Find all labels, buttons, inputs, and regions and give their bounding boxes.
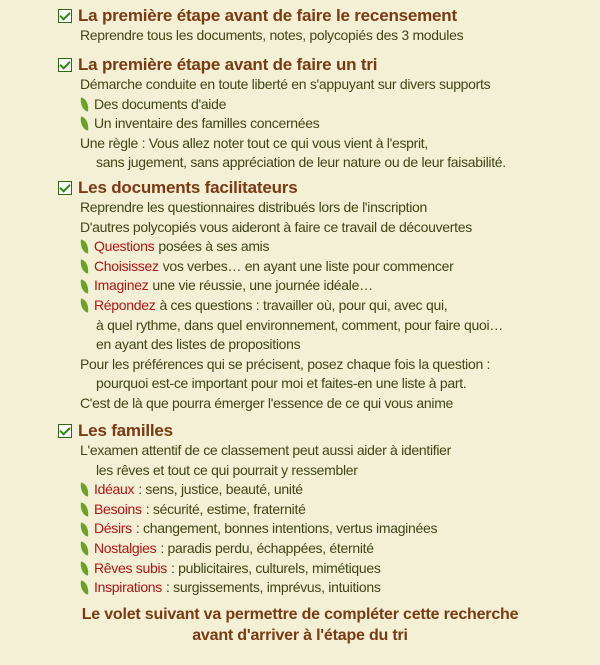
text-line: Reprendre les questionnaires distribués lors de l'inscription	[80, 199, 428, 215]
section-recensement	[58, 6, 588, 46]
text-line: les rêves et tout ce qui pourrait y ressembler	[96, 461, 358, 478]
leaf-icon	[79, 581, 90, 595]
list-item: Répondez à ces questions : travailler où, pour qui, avec qui,	[58, 296, 588, 316]
leaf-icon	[79, 542, 90, 556]
leaf-icon	[79, 279, 90, 293]
section-heading: Les documents facilitateurs	[58, 178, 588, 198]
list-item: Imaginez une vie réussie, une journée idéale…	[58, 276, 588, 296]
checkbox-icon	[58, 58, 72, 72]
text-line: en ayant des listes de propositions	[96, 336, 301, 353]
text-line: à quel rythme, dans quel environnement, comment, pour faire quoi…	[96, 316, 503, 333]
section-heading: La première étape avant de faire le recensement	[58, 6, 588, 26]
list-item: Inspirations : surgissements, imprévus, intuitions	[58, 578, 588, 598]
section-heading: Les familles	[58, 421, 588, 441]
text-line: Une règle : Vous allez noter tout ce qui vous vient à l'esprit,	[80, 134, 428, 151]
leaf-icon	[79, 299, 90, 313]
list-item: Choisissez vos verbes… en ayant une liste pour commencer	[58, 257, 588, 277]
conclusion-line: avant d'arriver à l'étape du tri	[192, 627, 408, 644]
section-heading: La première étape avant de faire un tri	[58, 55, 588, 75]
section-familles	[58, 421, 588, 598]
checkbox-icon	[58, 424, 72, 438]
leaf-icon	[79, 97, 90, 111]
leaf-icon	[79, 522, 90, 536]
checkbox-icon	[58, 9, 72, 23]
list-item: Désirs : changement, bonnes intentions, vertus imaginées	[58, 519, 588, 539]
list-item: Un inventaire des familles concernées	[58, 114, 588, 134]
leaf-icon	[79, 561, 90, 575]
text-line: Pour les préférences qui se précisent, posez chaque fois la question :	[80, 355, 491, 372]
list-item: Questions posées à ses amis	[58, 237, 588, 257]
list-item: Idéaux : sens, justice, beauté, unité	[58, 480, 588, 500]
section-tri	[58, 55, 588, 173]
list-item: Besoins : sécurité, estime, fraternité	[58, 500, 588, 520]
checkbox-icon	[58, 181, 72, 195]
list-item: Des documents d'aide	[58, 95, 588, 115]
text-line: D'autres polycopiés vous aideront à faire ce travail de découvertes	[80, 218, 472, 235]
text-line: pourquoi est-ce important pour moi et faites-en une liste à part.	[96, 375, 467, 392]
list-item: Rêves subis : publicitaires, culturels, mimétiques	[58, 559, 588, 579]
leaf-icon	[79, 240, 90, 254]
text-line: L'examen attentif de ce classement peut aussi aider à identifier	[80, 442, 452, 458]
leaf-icon	[79, 117, 90, 131]
list-item: Nostalgies : paradis perdu, échappées, éternité	[58, 539, 588, 559]
leaf-icon	[79, 503, 90, 517]
text-line: Reprendre tous les documents, notes, polycopiés des 3 modules	[80, 27, 464, 43]
text-line: C'est de là que pourra émerger l'essence de ce qui vous anime	[80, 394, 454, 411]
conclusion	[0, 604, 600, 646]
text-line: sans jugement, sans appréciation de leur nature ou de leur faisabilité.	[96, 154, 506, 171]
conclusion-line: Le volet suivant va permettre de compléter cette recherche	[81, 606, 519, 623]
text-line: Démarche conduite en toute liberté en s'appuyant sur divers supports	[80, 76, 491, 92]
section-documents-facilitateurs	[58, 178, 588, 414]
leaf-icon	[79, 260, 90, 274]
leaf-icon	[79, 483, 90, 497]
